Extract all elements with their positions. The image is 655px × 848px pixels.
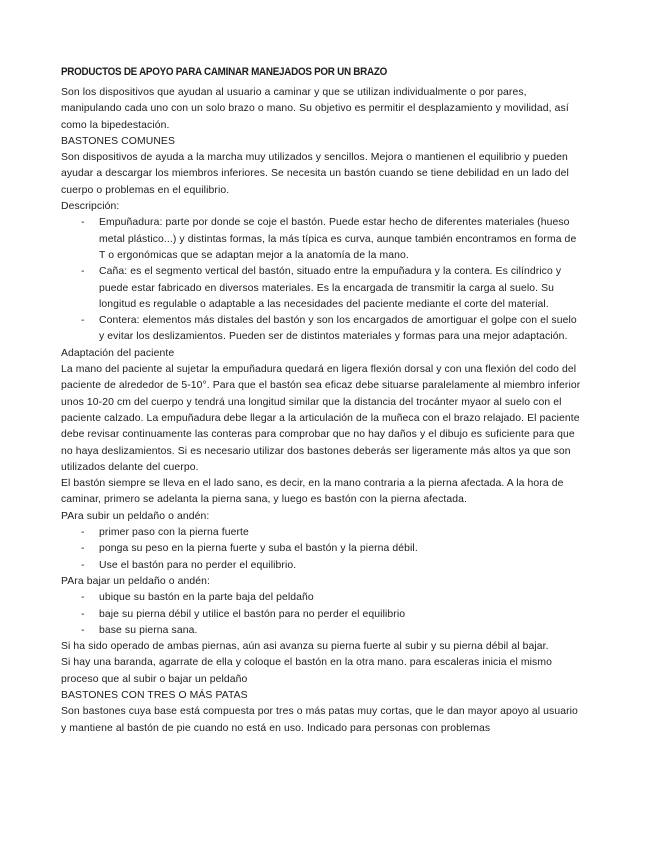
section-heading-bastones-comunes: BASTONES COMUNES <box>61 135 175 147</box>
descripcion-list <box>61 215 581 345</box>
adaptacion-paragraph-1: La mano del paciente al sujetar la empuñadura quedará en ligera flexión dorsal y con una flexión del codo del paciente de alrededor de 5-10°. Para que el bastón sea eficaz debe situarse paralelamente al miembro inferior unos 10-20 cm del cuerpo y tendrá una longitud similar que la distancia del trocánter myaor al suelo con el paciente calzado. La empuñadura debe llegar a la articulación de la muñeca con el brazo relajado. El paciente debe revisar continuamente las conteras para comprobar que no hay daños y el dibujo es suficiente para que no haya deslizamientos. Si es necesario utilizar dos bastones deberás ser ligeramente más altos ya que son utilizados delante del cuerpo. <box>61 364 581 473</box>
list-item: - Use el bastón para no perder el equilibrio. <box>61 558 581 574</box>
list-item: - ubique su bastón en la parte baja del peldaño <box>61 590 581 606</box>
list-item: - base su pierna sana. <box>61 623 581 639</box>
adaptacion-paragraph-3: Si ha sido operado de ambas piernas, aún asi avanza su pierna fuerte al subir y su pierna débil al bajar. <box>61 641 549 653</box>
list-item: - Empuñadura: parte por donde se coje el bastón. Puede estar hecho de diferentes materiales (hueso metal plástico...) y distintas formas, la más típica es curva, aunque también encontramos en forma de T o ergonómicas que se adaptan mejor a la anatomía de la mano. <box>61 215 581 264</box>
list-item: - primer paso con la pierna fuerte <box>61 525 581 541</box>
adaptacion-paragraph-2: El bastón siempre se lleva en el lado sano, es decir, en la mano contraria a la pierna afectada. A la hora de caminar, primero se adelanta la pierna sana, y luego es bastón con la pierna afectada. <box>61 478 564 506</box>
tres-patas-paragraph: Son bastones cuya base está compuesta por tres o más patas muy cortas, que le dan mayor apoyo al usuario y mantiene al bastón de pie cuando no está en uso. Indicado para personas con problemas <box>61 706 578 734</box>
document-body <box>61 64 581 737</box>
list-item: - baje su pierna débil y utilice el bastón para no perder el equilibrio <box>61 607 581 623</box>
bastones-comunes-paragraph: Son dispositivos de ayuda a la marcha muy utilizados y sencillos. Mejora o mantienen el equilibrio y pueden ayudar a descargar los miembros inferiores. Se necesita un bastón cuando se tiene debilidad en un lado del cuerpo o problemas en el equilibrio. <box>61 152 569 196</box>
bajar-label: PAra bajar un peldaño o andén: <box>61 575 210 587</box>
bajar-list <box>61 590 581 639</box>
intro-paragraph: Son los dispositivos que ayudan al usuario a caminar y que se utilizan individualmente o por pares, manipulando cada uno con un solo brazo o mano. Su objetivo es permitir el desplazamiento y movilidad, así como la bipedestación. <box>61 87 569 131</box>
document-title: PRODUCTOS DE APOYO PARA CAMINAR MANEJADOS POR UN BRAZO <box>61 66 387 78</box>
subir-label: PAra subir un peldaño o andén: <box>61 510 210 522</box>
descripcion-label: Descripción: <box>61 201 120 213</box>
section-heading-adaptacion: Adaptación del paciente <box>61 347 175 359</box>
list-item: - Contera: elementos más distales del bastón y son los encargados de amortiguar el golpe con el suelo y evitar los deslizamientos. Pueden ser de distintos materiales y formas para una mejor adaptación. <box>61 313 581 346</box>
adaptacion-paragraph-4: Si hay una baranda, agarrate de ella y coloque el bastón en la otra mano. para escaleras inicia el mismo proceso que al subir o bajar un peldaño <box>61 657 552 685</box>
section-heading-tres-patas: BASTONES CON TRES O MÁS PATAS <box>61 689 248 701</box>
list-item: - Caña: es el segmento vertical del bastón, situado entre la empuñadura y la contera. Es cilíndrico y puede estar fabricado en diversos materiales. Es la encargada de transmitir la carga al suelo. Su longitud es regulable o adaptable a las necesidades del paciente mediante el corte del material. <box>61 264 581 313</box>
list-item: - ponga su peso en la pierna fuerte y suba el bastón y la pierna débil. <box>61 541 581 557</box>
subir-list <box>61 525 581 574</box>
